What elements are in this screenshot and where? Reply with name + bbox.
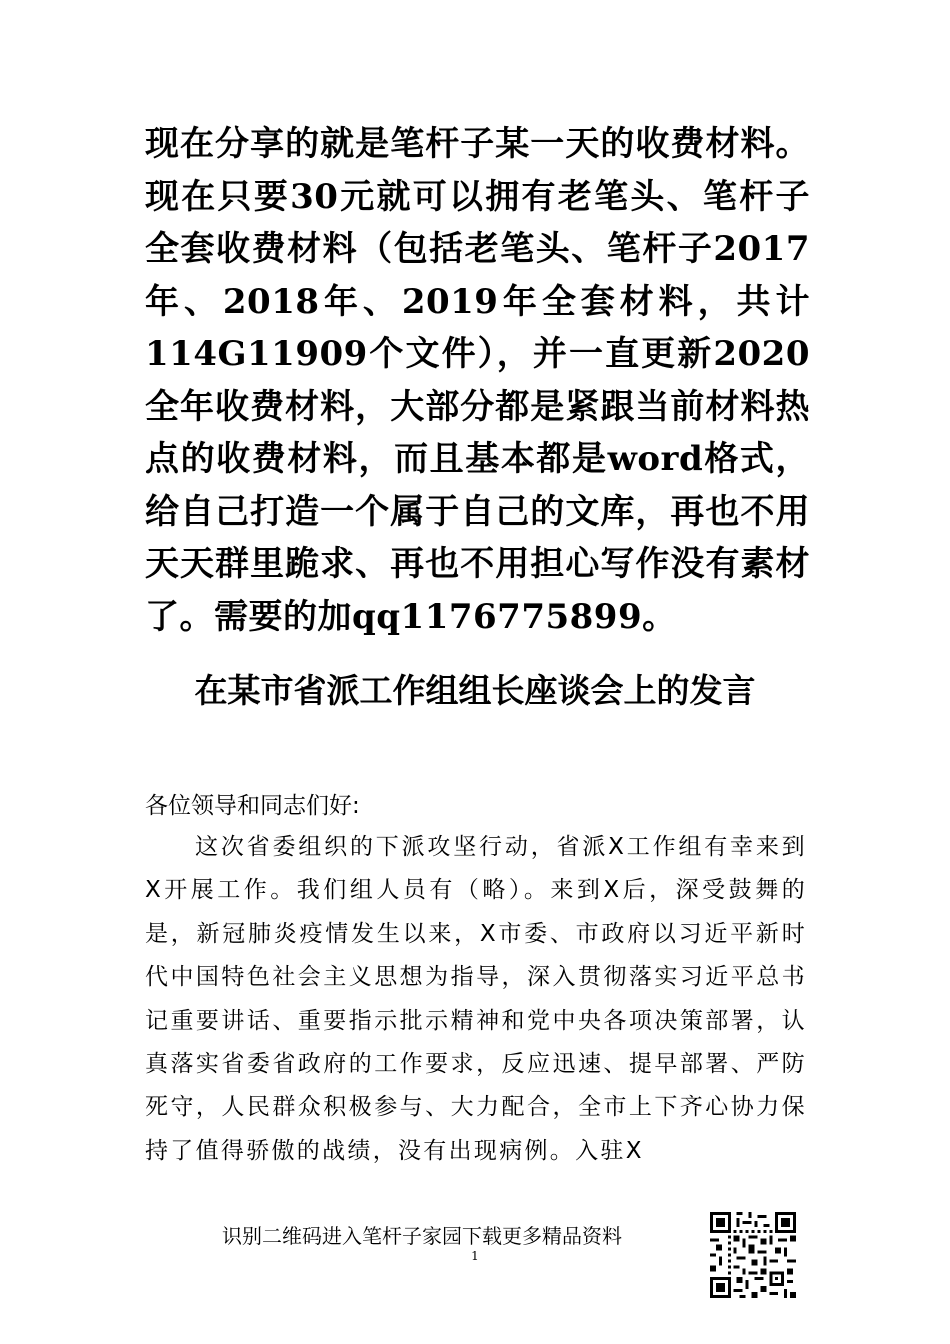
document-title: 在某市省派工作组组长座谈会上的发言: [194, 671, 756, 710]
qr-caption: 识别二维码进入笔杆子家园下载更多精品资料: [222, 1224, 622, 1248]
qr-code-icon[interactable]: [710, 1212, 796, 1298]
promo-paragraph: 现在分享的就是笔杆子某一天的收费材料。现在只要30元就可以拥有老笔头、笔杆子全套收费材料（包括老笔头、笔杆子2017年、2018年、2019年全套材料，共计114G11909个文件），并一直更新2020全年收费材料，大部分都是紧跟当前材料热点的收费材料，而且基本都是word格式，给自己打造一个属于自己的文库，再也不用天天群里跪求、再也不用担心写作没有素材了。需要的加qq1176775899。: [145, 124, 810, 637]
body-paragraph: 这次省委组织的下派攻坚行动，省派X工作组有幸来到X开展工作。我们组人员有（略）。来到X后，深受鼓舞的是，新冠肺炎疫情发生以来，X市委、市政府以习近平新时代中国特色社会主义思想为指导，深入贯彻落实习近平总书记重要讲话、重要指示批示精神和党中央各项决策部署，认真落实省委省政府的工作要求，反应迅速、提早部署、严防死守，人民群众积极参与、大力配合，全市上下齐心协力保持了值得骄傲的战绩，没有出现病例。入驻X: [145, 834, 807, 1164]
salutation: 各位领导和同志们好:: [145, 793, 360, 819]
page-number: 1: [471, 1249, 479, 1263]
